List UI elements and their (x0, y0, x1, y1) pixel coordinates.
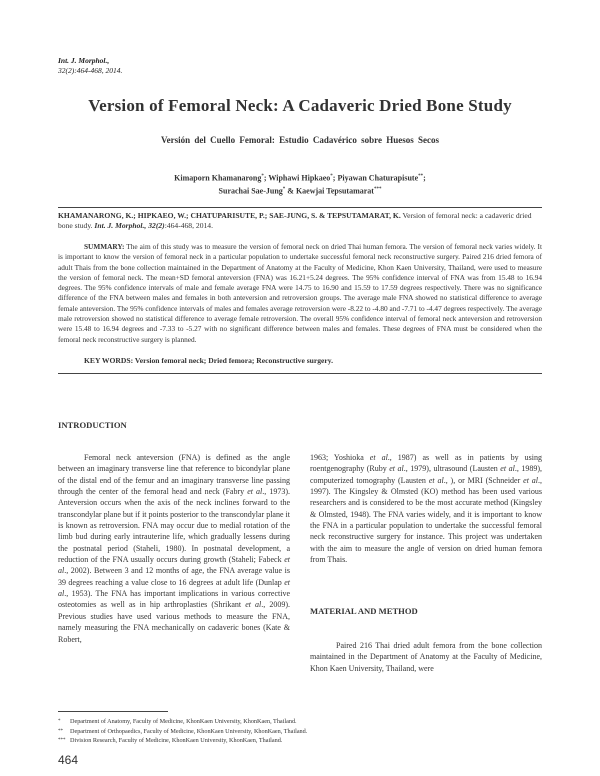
et-al: et al (500, 464, 515, 474)
author-name: Kimaporn Khamanarong (174, 173, 262, 183)
footnote-mark: *** (58, 738, 66, 743)
author-name: Piyawan Chaturapisute (337, 173, 419, 183)
et-al: et al (369, 453, 388, 462)
text: ., 1953). The FNA has important implications in various corrective osteotomies as well as in hip arthroplasties (Shrikant (58, 589, 290, 610)
methods-paragraph-1: Paired 216 Thai dried adult femora from the bone collection maintained in the Department of Anatomy at the Faculty of Medicine, Khon Kaen University, Thailand, were (310, 641, 542, 673)
citation-journal: Int. J. Morphol., 32(2) (94, 221, 165, 230)
text: ., 1987) as well as in patients by using roentgenography (Ruby (310, 453, 542, 474)
methods-column (310, 640, 542, 674)
footnote-divider (58, 711, 168, 712)
citation-text: Version of femoral neck: a cadaveric dried bone study. (58, 211, 532, 230)
paper-title: Version of Femoral Neck: A Cadaveric Dried Bone Study (88, 96, 512, 115)
separator: ; (263, 173, 269, 183)
intro-paragraph-2 (310, 452, 542, 565)
abstract-text: The aim of this study was to measure the version of femoral neck on dried Thai human femora. The version of femoral neck varies widely. It is important to know the version of femoral neck in a particular population to undertake successful femoral neck reconstructive surgery. Paired 216 dried femora of adult Thais from the bone collection maintained in the Department of Anatomy at the Faculty of Medicine, Khon Kaen University, Thailand, were used to measure the version of femoral neck. The mean+SD femoral anteversion (FNA) was 16.21+5.24 degrees. The 95% confidence interval of FNA was from 15.48 to 16.94 degrees. The 95% confidence intervals of male and female average FNA were 14.75 to 16.90 and 15.59 to 17.59 degrees respectively. There was no significance difference of the FNA between males and females in both anteversion and retroversion groups. The average male FNA showed no statistical difference to average female anteversion. The 95% confidence intervals of males and females average retroversion were -8.22 to -4.80 and -7.71 to -4.47 degrees respectively. The average male retroversion showed no statistical difference to average female retroversion. The overall 95% confidence interval of femoral neck anteversion and retroversion were 15.48 to 16.94 degrees and -7.33 to -5.27 with no significant difference between males and females. These degrees of FNA must be considered when the femoral neck reconstructive surgery is planned. (58, 242, 542, 344)
text: ., 2009). Previous studies have used various methods to measure the FNA, namely measuring the FNA mechanically on cadaveric bones (Kate & Robert, (58, 600, 290, 644)
footnote-mark: ** (58, 728, 63, 734)
section-heading-introduction: INTRODUCTION (58, 420, 127, 430)
footnote-mark: * (58, 719, 61, 724)
text: Femoral neck anteversion (FNA) is defined as the angle between an imaginary transverse line that reference to bicondylar plane of the distal end of the femur and an imaginary transverse line passing through the center of the femoral head and neck (Fabry (58, 453, 290, 497)
et-al: et al (245, 600, 262, 610)
footnote (58, 717, 307, 727)
separator: & (285, 186, 296, 196)
affiliation-mark: * (261, 174, 264, 179)
citation (58, 211, 542, 231)
affiliation-mark: ** (418, 174, 424, 179)
author-name: Kaewjai Tepsutamarat (295, 186, 374, 196)
author-name: Wiphawi Hipkaeo (268, 173, 331, 183)
right-column (310, 452, 542, 565)
citation-pages: :464-468, 2014. (164, 221, 213, 230)
footnote (58, 736, 307, 746)
text: ., 1973). Anteversion occurs when the axis of the neck inclines forward to the transcondylar plane but if it points posterior to the transcondylar plane it is known as retroversion. FNA may occur due to medial rotation of the limb bud during early intrauterine life, which gradually lessens during the postnatal period (Staheli, 1980). In postnatal development, a reduction of the FNA usually occurs during growth (Staheli; Fabeck (58, 487, 291, 565)
et-al: et al (389, 464, 404, 474)
affiliation-mark: * (282, 186, 286, 192)
affiliation-mark: *** (373, 186, 382, 192)
journal-issue: 32(2):464-468, 2014. (58, 66, 123, 75)
et-al: et al (247, 487, 263, 497)
footnote-text: Division Research, Faculty of Medicine, KhonKaen University, KhonKaen, Thailand. (70, 737, 283, 744)
text: ., 1979), ultrasound (Lausten (403, 464, 501, 474)
text: ., ), or MRI (Schneider (443, 475, 524, 485)
author-line-2 (0, 184, 600, 197)
et-al: et al (523, 475, 539, 485)
text: ., 1997). The Kingsley & Olmsted (KO) method has been used various researchers and is considered to be the most accurate method (Kingsley & Olmsted, 1948). The FNA varies widely, and it is important to know the FNA in a particular population to undertake the successful femoral neck reconstructive surgery for instance. This project was undertaken with the aim to measure the angle of version on dried human femora from Thais. (310, 475, 543, 565)
footnotes (58, 717, 307, 746)
affiliation-mark: * (330, 174, 333, 179)
et-al: et al (58, 577, 290, 599)
author-name: Surachai Sae-Jung (218, 186, 283, 196)
footnote-text: Department of Anatomy, Faculty of Medicine, KhonKaen University, KhonKaen, Thailand. (70, 718, 297, 725)
paper-subtitle: Versión del Cuello Femoral: Estudio Cadavérico sobre Huesos Secos (161, 135, 439, 145)
author-line-1 (0, 171, 600, 184)
divider (58, 373, 542, 374)
et-al: et al (428, 475, 444, 485)
author-list (0, 171, 600, 196)
page-number: 464 (58, 753, 79, 767)
abstract-label: SUMMARY: (84, 242, 125, 251)
footnote-text: Department of Orthopaedics, Faculty of Medicine, KhonKaen University, KhonKaen, Thailand. (70, 727, 308, 735)
intro-paragraph-1 (58, 452, 290, 645)
keywords: KEY WORDS: Version femoral neck; Dried femora; Reconstructive surgery. (84, 356, 334, 365)
abstract (58, 242, 542, 345)
separator: ; (332, 173, 338, 183)
separator: ; (423, 173, 426, 183)
text: ., 2002). Between 3 and 12 months of age, the FNA average value is 39 degrees reaching a value close to 16 degrees at adult life (Dunlap (58, 566, 290, 587)
text: 1963; Yoshioka (310, 453, 370, 462)
citation-authors: KHAMANARONG, K.; HIPKAEO, W.; CHATUPARISUTE, P.; SAE-JUNG, S. & TEPSUTAMARAT, K. (58, 211, 401, 220)
journal-name: Int. J. Morphol., (58, 56, 110, 65)
left-column (58, 452, 290, 645)
et-al: et al (58, 555, 290, 576)
footnote (58, 727, 307, 737)
section-heading-methods: MATERIAL AND METHOD (310, 606, 418, 616)
journal-header (58, 56, 122, 76)
text: ., 1989), computerized tomography (Lausten (310, 464, 543, 485)
divider (58, 207, 542, 208)
